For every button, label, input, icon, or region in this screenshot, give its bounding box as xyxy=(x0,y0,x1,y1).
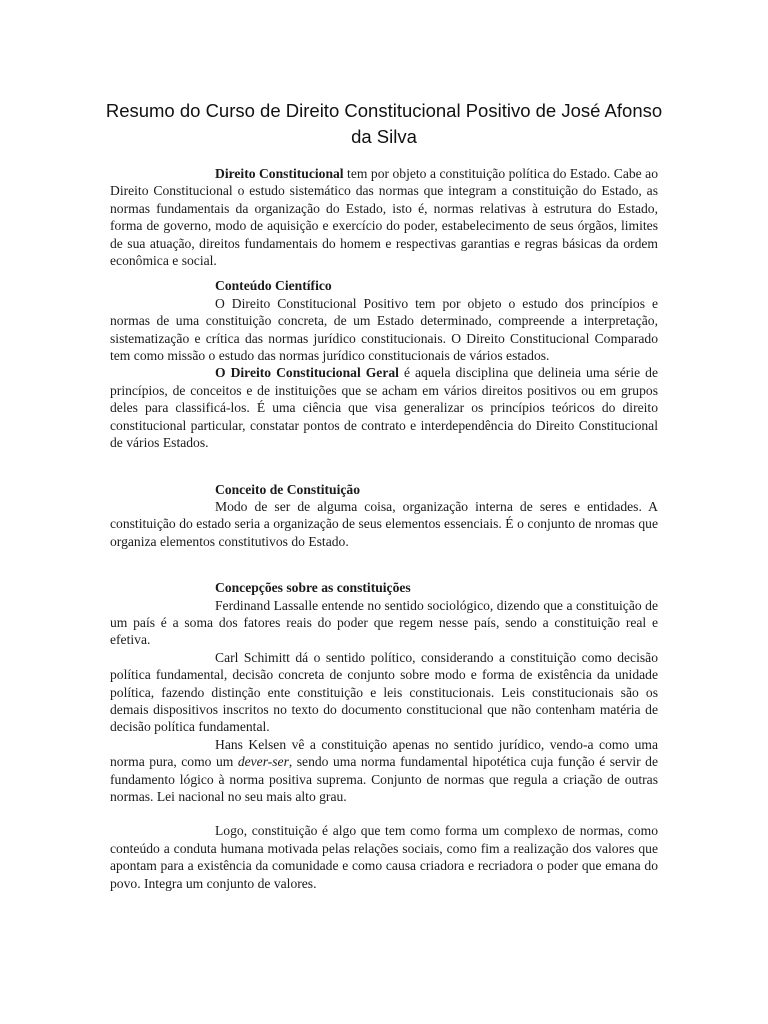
intro-term: Direito Constitucional xyxy=(215,166,344,181)
direito-geral-text: é aquela disciplina que delineia uma série de princípios, de conceitos e de instituições que se acham em vários direitos positivos ou em grupos deles para classificá-los. É uma ciência que visa generalizar os princípios teóricos do direito constitucional particular, constatar pontos de contrato e interdependência do Direito Constitucional de vários Estados. xyxy=(110,365,658,451)
intro-paragraph xyxy=(110,165,658,269)
paragraph-direito-geral xyxy=(110,364,658,451)
direito-geral-term: O Direito Constitucional Geral xyxy=(215,365,399,381)
heading-concepcoes: Concepções sobre as constituições xyxy=(215,580,411,596)
kelsen-dever-ser: dever-ser xyxy=(237,754,289,770)
heading-conceito-de-constituicao: Conceito de Constituição xyxy=(215,481,360,497)
paragraph-schmitt: Carl Schimitt dá o sentido político, considerando a constituição como decisão política fundamental, decisão concreta de conjunto sobre modo e forma de existência da unidade política, fazendo distinção ente constituição e leis constitucionais. Leis constitucionais são os demais dispositivos inscritos no texto do documento constitucional que não contenham matéria de decisão política fundamental. xyxy=(110,649,658,735)
paragraph-direito-positivo: O Direito Constitucional Positivo tem por objeto o estudo dos princípios e normas de uma constituição concreta, de um Estado determinado, compreende a interpretação, sistematização e crítica das normas jurídico constitucionais. O Direito Constitucional Comparado tem como missão o estudo das normas jurídico constitucionais de vários estados. xyxy=(110,295,658,364)
paragraph-conceito: Modo de ser de alguma coisa, organização interna de seres e entidades. A constituição do estado seria a organização de seus elementos essenciais. É o conjunto de nromas que organiza elementos constitutivos do Estado. xyxy=(110,498,658,549)
kelsen-text-a: Hans Kelsen vê a constituição apenas no sentido jurídico, vendo-a como uma norma pura, como um xyxy=(110,736,658,770)
intro-text: tem por objeto a constituição política do Estado. Cabe ao Direito Constitucional o estudo sistemático das normas que integram a constituição do Estado, as normas fundamentais da organização do Estado, isto é, normas relativas à estrutura do Estado, forma de governo, modo de aquisição e exercício do poder, estabelecimento de seus órgãos, limites de sua atuação, direitos fundamentais do homem e respectivas garantias e regras básicas da ordem econômica e social. xyxy=(110,166,658,269)
paragraph-lassalle: Ferdinand Lassalle entende no sentido sociológico, dizendo que a constituição de um país é a soma dos fatores reais do poder que regem nesse país, sendo a constituição real e efetiva. xyxy=(110,597,658,648)
paragraph-conclusao: Logo, constituição é algo que tem como forma um complexo de normas, como conteúdo a conduta humana motivada pelas relações sociais, como fim a realização dos valores que apontam para a existência da comunidade e como causa criadora e recriadora o poder que emana do povo. Integra um conjunto de valores. xyxy=(110,823,658,891)
heading-conteudo-cientifico: Conteúdo Científico xyxy=(215,278,332,294)
kelsen-text-b: , sendo uma norma fundamental hipotética cuja função é servir de fundamento lógico à norma positiva suprema. Conjunto de normas que regula a criação de outras normas. Lei nacional no seu mais alto grau. xyxy=(110,754,658,804)
paragraph-kelsen xyxy=(110,736,658,806)
document-title: Resumo do Curso de Direito Constitucional Positivo de José Afonso da Silva xyxy=(105,100,663,147)
document-body xyxy=(110,165,658,892)
